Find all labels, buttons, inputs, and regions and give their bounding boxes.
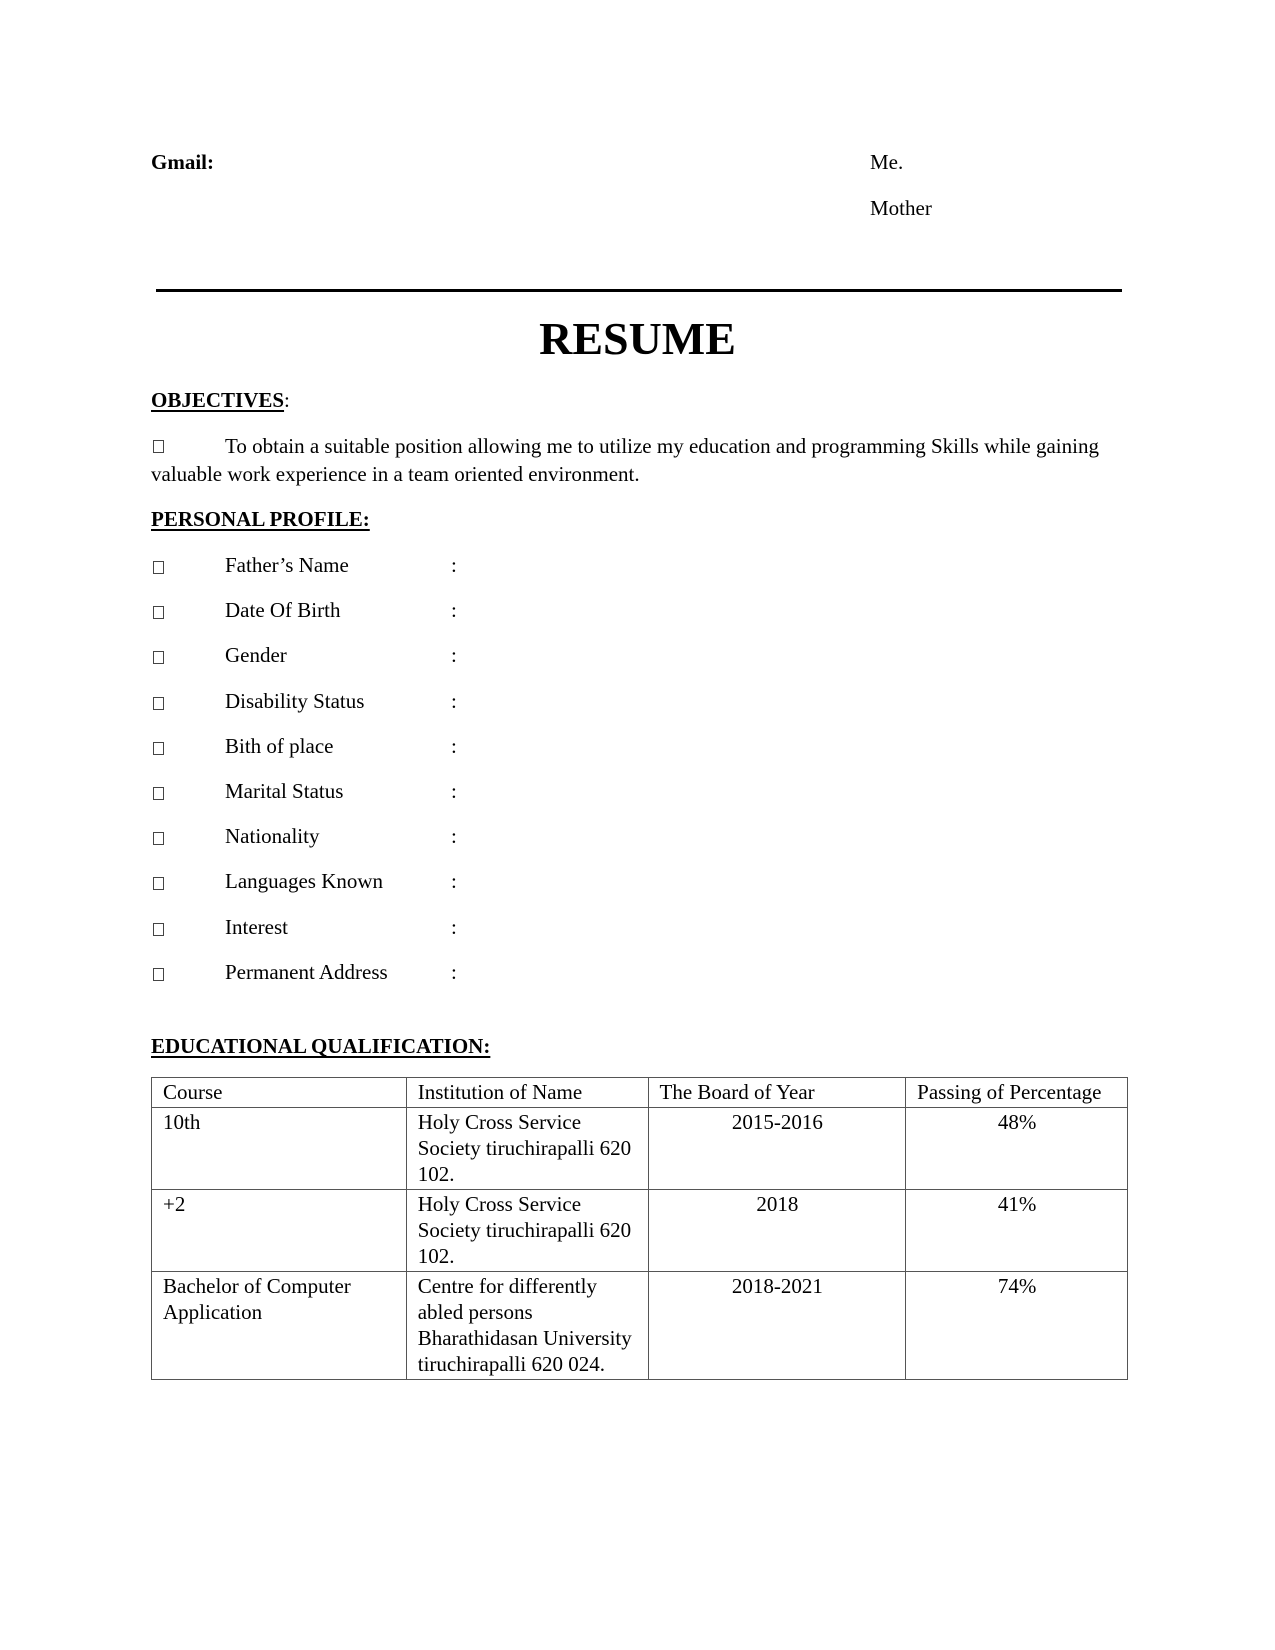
educational-qualification-heading: EDUCATIONAL QUALIFICATION: — [151, 1034, 491, 1058]
profile-item — [151, 553, 551, 581]
cell-percentage: 48% — [906, 1108, 1128, 1190]
bullet-box-icon — [153, 832, 164, 845]
profile-item-label: Bith of place — [225, 733, 334, 758]
profile-item — [151, 598, 551, 626]
profile-item-label: Nationality — [225, 824, 320, 849]
cell-year: 2015-2016 — [648, 1108, 906, 1190]
profile-item — [151, 824, 551, 852]
column-header-course: Course — [152, 1078, 407, 1108]
column-header-percentage: Passing of Percentage — [906, 1078, 1128, 1108]
header-right-line-1: Me. — [870, 150, 904, 174]
table-row — [152, 1272, 1128, 1380]
cell-year: 2018 — [648, 1190, 906, 1272]
profile-item — [151, 960, 551, 988]
cell-year: 2018-2021 — [648, 1272, 906, 1380]
bullet-box-icon — [153, 651, 164, 664]
cell-institution: Centre for differently abled persons Bharathidasan University tiruchirapalli 620 024. — [406, 1272, 648, 1380]
horizontal-divider — [156, 289, 1122, 292]
cell-course: Bachelor of Computer Application — [152, 1272, 407, 1380]
bullet-box-icon — [153, 968, 164, 981]
cell-institution: Holy Cross Service Society tiruchirapalli 620 102. — [406, 1190, 648, 1272]
cell-percentage: 41% — [906, 1190, 1128, 1272]
profile-item — [151, 779, 551, 807]
objectives-heading — [151, 388, 290, 413]
profile-item-separator: : — [451, 598, 457, 623]
header-right-line-2: Mother — [870, 196, 932, 220]
profile-item-separator: : — [451, 779, 457, 803]
profile-item — [151, 915, 551, 943]
bullet-box-icon — [153, 877, 164, 890]
profile-item-label: Marital Status — [225, 779, 344, 803]
profile-item-label: Father’s Name — [225, 553, 349, 577]
profile-item-label: Date Of Birth — [225, 598, 341, 623]
education-table — [151, 1077, 1128, 1380]
table-row — [152, 1108, 1128, 1190]
profile-item-separator: : — [451, 733, 457, 758]
column-header-year: The Board of Year — [648, 1078, 906, 1108]
cell-percentage: 74% — [906, 1272, 1128, 1380]
profile-item — [151, 734, 551, 762]
cell-institution: Holy Cross Service Society tiruchirapalli 620 102. — [406, 1108, 648, 1190]
cell-course: 10th — [152, 1108, 407, 1190]
objectives-heading-text: OBJECTIVES — [151, 388, 285, 412]
profile-item-label: Languages Known — [225, 869, 384, 894]
profile-item-separator: : — [451, 959, 457, 984]
objective-text: To obtain a suitable position allowing me to utilize my education and programming Skills while gaining valuable work experience in a team oriented environment. — [151, 434, 1099, 486]
profile-item-label: Disability Status — [225, 688, 365, 713]
profile-item-separator: : — [451, 869, 457, 894]
profile-item-label: Gender — [225, 643, 287, 668]
table-header-row — [152, 1078, 1128, 1108]
profile-item — [151, 869, 551, 897]
bullet-box-icon — [153, 787, 164, 800]
profile-item-label: Permanent Address — [225, 959, 388, 984]
cell-course: +2 — [152, 1190, 407, 1272]
profile-item-label: Interest — [225, 914, 288, 939]
bullet-box-icon — [153, 606, 164, 619]
bullet-box-icon — [153, 742, 164, 755]
profile-item-separator: : — [451, 688, 457, 713]
column-header-institution: Institution of Name — [406, 1078, 648, 1108]
profile-item-separator: : — [451, 553, 457, 577]
profile-item-separator: : — [451, 914, 457, 939]
objectives-heading-colon: : — [284, 388, 290, 412]
profile-item-separator: : — [451, 643, 457, 668]
gmail-label: Gmail: — [151, 150, 214, 174]
bullet-box-icon — [153, 561, 164, 574]
bullet-box-icon — [153, 923, 164, 936]
table-row — [152, 1190, 1128, 1272]
document-title: RESUME — [539, 313, 736, 364]
profile-item — [151, 689, 551, 717]
personal-profile-heading: PERSONAL PROFILE: — [151, 507, 370, 531]
profile-item-separator: : — [451, 824, 457, 849]
bullet-box-icon — [153, 697, 164, 710]
profile-item — [151, 643, 551, 671]
